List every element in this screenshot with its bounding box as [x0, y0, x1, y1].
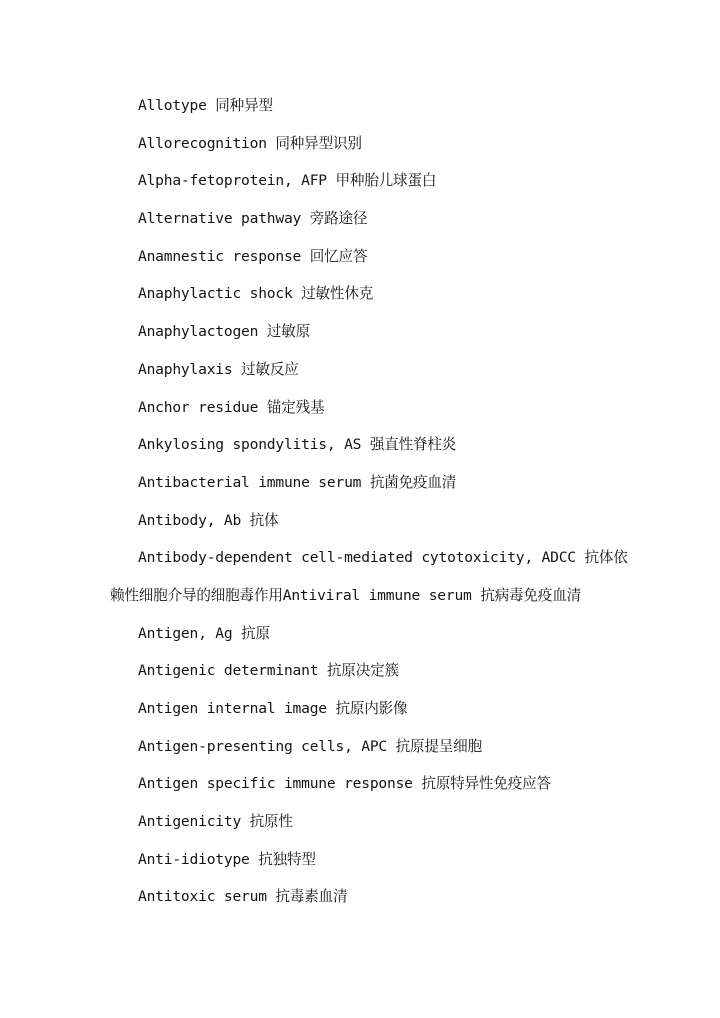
term-en: Alternative pathway: [138, 210, 310, 228]
term-zh: 抗原特异性免疫应答: [421, 775, 551, 793]
term-en: Antibacterial immune serum: [138, 473, 370, 491]
term-en: Ankylosing spondylitis, AS: [138, 436, 370, 454]
term-zh: 旁路途径: [309, 210, 368, 228]
term-zh: 抗菌免疫血清: [369, 473, 457, 491]
glossary-entry: [0, 502, 720, 540]
term-zh: 强直性脊柱炎: [369, 436, 457, 454]
glossary-entry: [0, 125, 720, 163]
term-zh: 过敏性休克: [301, 285, 374, 303]
term-en-second: Antiviral immune serum: [282, 586, 481, 604]
glossary-entry: [0, 426, 720, 464]
term-zh: 抗原内影像: [335, 700, 408, 717]
term-zh: 过敏原: [266, 323, 310, 341]
glossary-entry: [0, 200, 720, 238]
glossary-entry: [0, 652, 720, 690]
term-en: Antigen internal image: [138, 700, 336, 717]
term-zh: 抗原决定簇: [326, 662, 399, 680]
term-en: Antigen specific immune response: [138, 775, 422, 793]
glossary-entry: [0, 162, 720, 200]
term-zh: 抗独特型: [258, 850, 316, 868]
term-en: Anaphylactic shock: [138, 285, 302, 303]
term-zh: 过敏反应: [241, 360, 299, 378]
term-en: Anaphylactogen: [138, 323, 267, 341]
term-en: Antigenicity: [138, 813, 250, 831]
term-zh: 甲种胎儿球蛋白: [335, 172, 437, 190]
glossary-entry: [0, 238, 720, 276]
glossary-entry: [0, 464, 720, 502]
term-en: Antigen, Ag: [138, 624, 242, 642]
term-zh-second: 抗病毒免疫血清: [480, 586, 581, 604]
glossary-entry: [0, 765, 720, 803]
glossary-entry: [0, 803, 720, 841]
term-en: Antitoxic serum: [138, 888, 276, 906]
term-zh: 抗毒素血清: [275, 888, 348, 906]
glossary-entry: [0, 389, 720, 427]
glossary-entry: [0, 539, 720, 577]
term-en: Anti-idiotype: [138, 850, 259, 868]
term-en: Antigen-presenting cells, APC: [138, 737, 396, 755]
term-zh: 抗原: [241, 624, 270, 642]
term-zh: 同种异型识别: [275, 134, 362, 152]
term-en: Antibody-dependent cell-mediated cytotoxicity, ADCC: [138, 549, 585, 567]
glossary-entry: [0, 841, 720, 879]
glossary-entry: [0, 313, 720, 351]
term-en: Allorecognition: [138, 134, 276, 152]
glossary-entry: [0, 275, 720, 313]
term-en: Anamnestic response: [138, 247, 310, 265]
term-en: Antibody, Ab: [138, 511, 250, 529]
glossary-list: [0, 87, 720, 916]
glossary-entry: [0, 351, 720, 389]
term-zh: 抗原性: [249, 813, 293, 831]
term-en: Alpha-fetoprotein, AFP: [138, 172, 336, 190]
term-zh: 抗原提呈细胞: [395, 737, 482, 755]
glossary-entry-continuation: [0, 577, 720, 615]
glossary-entry: [0, 615, 720, 653]
term-en: Allotype: [138, 97, 216, 114]
term-zh: 抗体依: [584, 549, 628, 567]
glossary-entry: [0, 690, 720, 728]
glossary-entry: [0, 878, 720, 916]
glossary-entry: [0, 87, 720, 125]
term-zh: 同种异型: [215, 97, 273, 114]
term-en: Anchor residue: [138, 398, 267, 416]
term-zh: 抗体: [249, 511, 279, 529]
term-zh: 赖性细胞介导的细胞毒作用: [110, 586, 283, 604]
term-en: Anaphylaxis: [138, 360, 242, 378]
term-en: Antigenic determinant: [138, 662, 327, 680]
glossary-entry: [0, 728, 720, 766]
term-zh: 锚定残基: [266, 398, 325, 416]
term-zh: 回忆应答: [309, 247, 368, 265]
